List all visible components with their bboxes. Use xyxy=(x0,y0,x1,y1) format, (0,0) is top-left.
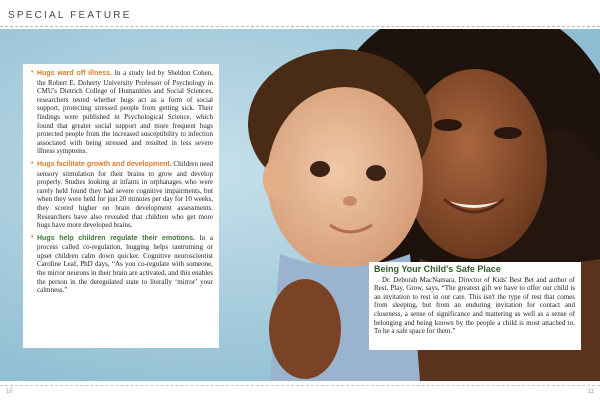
header-divider xyxy=(0,26,600,27)
bullet-icon: • xyxy=(31,69,34,76)
card-title: Being Your Child's Safe Place xyxy=(374,264,501,274)
list-item xyxy=(31,69,213,156)
item-lead: Hugs facilitate growth and development. xyxy=(37,160,172,168)
page-number-right: 11 xyxy=(587,389,594,395)
card-body: Dr. Deborah MacNamara, Director of Kids' Best Bet and author of Rest, Play, Grow, says, “The greatest gift we have to offer our child is an invitation to rest in our care. This isn't the type of rest that comes from sleeping, but from an enduring invitation for contact and closeness, a sense of significance and mattering as well as a sense of belonging and being known by the people a child is most attached to. To be a safe space for them.” xyxy=(374,275,575,336)
item-body: Children need sensory stimulation for their brains to grow and develop properly. Studies looking at infants in orphanages who were rarely held found they had severe cognitive impairments, but when they were held for just 20 minutes per day for 10 weeks, they scored higher on brain development assessments. Researchers have also revealed that children who get more hugs have more developed brains. xyxy=(37,159,214,230)
hug-benefits-card xyxy=(23,64,219,348)
bullet-icon: • xyxy=(31,159,34,167)
child-face xyxy=(267,87,423,271)
item-body: In a process called co-regulation, hugging helps tantruming or upset children calm down quicker. Cognitive neuroscientist Caroline Leaf, PhD days, “As you co-regulate with someone, the mirror neurons in their brain are activated, and this enables the person in the deregulated state to literally ‘mirror’ your calmness.” xyxy=(37,233,213,295)
item-body: In a study led by Sheldon Cohen, the Robert E. Doherty University Professor of Psychology in CMU's Dietrich College of Humanities and Social Sciences, researchers tested whether hugs act as a form of social support, protecting stressed people from getting sick. Their findings were published in Psychological Science, which found that greater social support and more frequent hugs protected people from the increased susceptibility to infection associated with being stressed and resulted in less severe illness symptoms. xyxy=(37,69,213,156)
page-header xyxy=(0,0,600,28)
safe-place-card xyxy=(369,262,581,350)
bullet-icon: • xyxy=(31,233,34,241)
item-lead: Hugs ward off illness. xyxy=(37,70,112,77)
list-item xyxy=(31,234,213,295)
item-lead: Hugs help children regulate their emotions. xyxy=(37,234,196,242)
mother-hand xyxy=(269,279,341,379)
page-number-left: 10 xyxy=(6,389,13,395)
list-item xyxy=(31,160,213,230)
section-label: SPECIAL FEATURE xyxy=(8,10,132,21)
footer-divider xyxy=(0,385,600,386)
